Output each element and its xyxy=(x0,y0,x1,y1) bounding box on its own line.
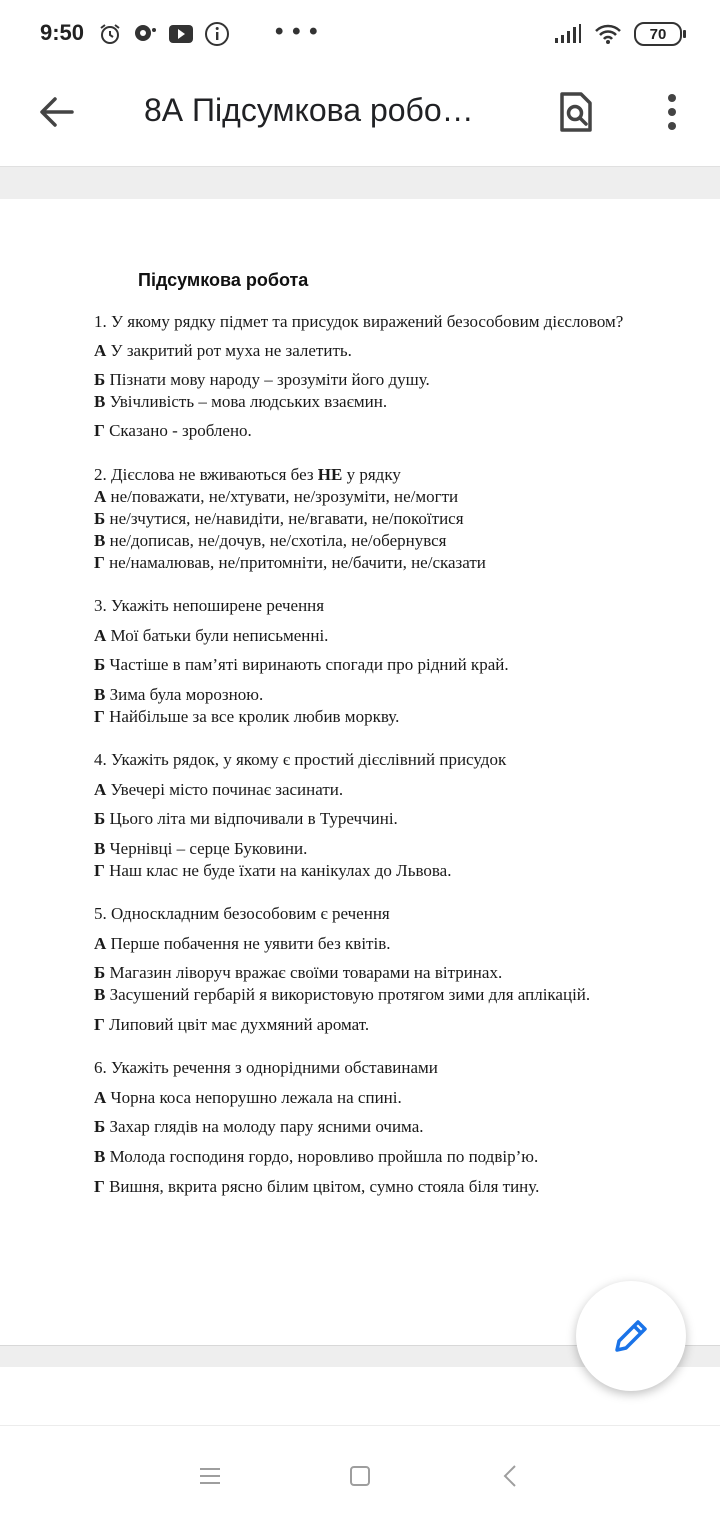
option-text: Сказано - зроблено. xyxy=(104,421,252,440)
option-text: Молода господиня гордо, норовливо пройшла по подвір’ю. xyxy=(105,1147,539,1166)
answer-option xyxy=(94,985,590,1005)
chat-bubble-icon xyxy=(132,22,158,46)
option-text: Частіше в пам’яті виринають спогади про рідний край. xyxy=(105,655,509,674)
app-bar xyxy=(0,70,720,167)
option-text: Увечері місто починає засинати. xyxy=(106,780,344,799)
document-heading: Підсумкова робота xyxy=(138,270,309,290)
option-text: не/намалював, не/притомніти, не/бачити, не/сказати xyxy=(104,553,486,572)
answer-option xyxy=(94,626,328,646)
more-notifications: • • • xyxy=(275,18,319,45)
line-text: 6. Укажіть речення з однорідними обставинами xyxy=(94,1058,438,1077)
answer-option xyxy=(94,707,399,727)
status-time: 9:50 xyxy=(40,20,85,45)
option-text: Чорна коса непорушно лежала на спині. xyxy=(106,1088,402,1107)
answer-option xyxy=(94,780,343,800)
question-6 xyxy=(94,1058,438,1078)
option-text: Зима була морозною. xyxy=(105,685,264,704)
option-text: Магазин ліворуч вражає своїми товарами на вітринах. xyxy=(105,963,503,982)
more-vert-icon xyxy=(667,94,677,130)
answer-option xyxy=(94,1088,402,1108)
option-letter: Б xyxy=(94,509,106,528)
option-letter: Б xyxy=(94,655,106,674)
option-text: У закритий рот муха не залетить. xyxy=(106,341,352,360)
answer-option xyxy=(94,1117,424,1137)
option-letter: В xyxy=(94,392,106,411)
option-text: Липовий цвіт має духмяний аромат. xyxy=(104,1015,370,1034)
option-text: не/дописав, не/дочув, не/схотіла, не/обернувся xyxy=(105,531,447,550)
option-letter: В xyxy=(94,531,106,550)
option-text: Увічливість – мова людських взаємин. xyxy=(105,392,388,411)
question-4 xyxy=(94,750,506,770)
answer-option xyxy=(94,1177,539,1197)
question-5 xyxy=(94,904,390,924)
option-text: не/зчутися, не/навидіти, не/вгавати, не/покоїтися xyxy=(105,509,464,528)
option-letter: Б xyxy=(94,1117,106,1136)
option-letter: Б xyxy=(94,809,106,828)
question-2 xyxy=(94,465,401,485)
battery-icon xyxy=(634,22,682,46)
back-button[interactable] xyxy=(34,90,78,134)
option-letter: Г xyxy=(94,1177,105,1196)
system-status xyxy=(554,22,682,46)
option-text: Захар глядів на молоду пару ясними очима. xyxy=(105,1117,424,1136)
answer-option xyxy=(94,685,263,705)
answer-option xyxy=(94,934,390,954)
find-in-page-icon xyxy=(559,91,593,133)
option-letter: Б xyxy=(94,370,106,389)
option-text: не/поважати, не/хтувати, не/зрозуміти, не/могти xyxy=(106,487,459,506)
bold-ne: НЕ xyxy=(317,465,343,484)
home-square-icon xyxy=(349,1465,371,1487)
answer-option xyxy=(94,1015,369,1035)
edit-pencil-icon xyxy=(611,1316,651,1356)
back-arrow-icon xyxy=(38,96,74,128)
option-letter: Г xyxy=(94,861,105,880)
option-letter: А xyxy=(94,1088,107,1107)
option-text: Найбільше за все кролик любив моркву. xyxy=(104,707,400,726)
recents-menu-icon xyxy=(199,1467,221,1485)
page-separator xyxy=(0,167,720,199)
option-letter: Г xyxy=(94,1015,105,1034)
more-options-button[interactable] xyxy=(648,88,696,136)
answer-option xyxy=(94,963,502,983)
info-icon xyxy=(204,21,230,47)
answer-option xyxy=(94,341,352,361)
option-text: Цього літа ми відпочивали в Туреччині. xyxy=(105,809,398,828)
answer-option xyxy=(94,421,252,441)
option-letter: А xyxy=(94,626,107,645)
option-letter: В xyxy=(94,685,106,704)
status-bar xyxy=(0,0,720,70)
answer-option xyxy=(94,861,451,881)
option-letter: Б xyxy=(94,963,106,982)
wifi-icon xyxy=(594,23,622,45)
signal-icon xyxy=(554,24,582,44)
answer-option xyxy=(94,487,458,507)
line-text: 5. Односкладним безособовим є речення xyxy=(94,904,390,923)
answer-option xyxy=(94,509,464,529)
battery-level: 70 xyxy=(649,25,667,43)
question-1 xyxy=(94,312,623,332)
document-title: 8А Підсумкова робо… xyxy=(144,92,474,128)
document-page[interactable] xyxy=(0,199,720,1345)
back-chevron-icon xyxy=(502,1464,518,1488)
edit-fab-button[interactable] xyxy=(576,1281,686,1391)
line-text: 2. Дієслова не вживаються без xyxy=(94,465,318,484)
option-letter: В xyxy=(94,839,106,858)
line-text: 3. Укажіть непоширене речення xyxy=(94,596,325,615)
answer-option xyxy=(94,809,398,829)
option-text: Чернівці – серце Буковини. xyxy=(105,839,308,858)
option-letter: Г xyxy=(94,421,105,440)
option-letter: А xyxy=(94,487,107,506)
system-nav-bar xyxy=(0,1425,720,1521)
youtube-icon xyxy=(168,24,194,44)
option-text: Пізнати мову народу – зрозуміти його душу. xyxy=(105,370,430,389)
line-suffix: у рядку xyxy=(342,465,401,484)
answer-option xyxy=(94,370,430,390)
answer-option xyxy=(94,655,509,675)
answer-option xyxy=(94,531,447,551)
option-letter: Г xyxy=(94,553,105,572)
question-3 xyxy=(94,596,324,616)
notification-icons xyxy=(98,20,230,48)
answer-option xyxy=(94,553,486,573)
option-letter: В xyxy=(94,1147,106,1166)
option-letter: А xyxy=(94,780,107,799)
find-in-page-button[interactable] xyxy=(552,88,600,136)
option-text: Наш клас не буде їхати на канікулах до Львова. xyxy=(104,861,452,880)
option-letter: Г xyxy=(94,707,105,726)
option-letter: А xyxy=(94,341,107,360)
option-letter: А xyxy=(94,934,107,953)
alarm-icon xyxy=(98,22,122,46)
answer-option xyxy=(94,392,387,412)
option-text: Засушений гербарій я використовую протягом зими для аплікацій. xyxy=(105,985,591,1004)
answer-option xyxy=(94,1147,538,1167)
option-text: Мої батьки були неписьменні. xyxy=(106,626,329,645)
line-text: 1. У якому рядку підмет та присудок виражений безособовим дієсловом? xyxy=(94,312,624,331)
option-text: Вишня, вкрита рясно білим цвітом, сумно стояла біля тину. xyxy=(104,1177,540,1196)
home-button[interactable] xyxy=(340,1456,380,1496)
line-text: 4. Укажіть рядок, у якому є простий дієслівний присудок xyxy=(94,750,507,769)
answer-option xyxy=(94,839,307,859)
option-letter: В xyxy=(94,985,106,1004)
option-text: Перше побачення не уявити без квітів. xyxy=(106,934,391,953)
recents-button[interactable] xyxy=(190,1456,230,1496)
nav-back-button[interactable] xyxy=(490,1456,530,1496)
